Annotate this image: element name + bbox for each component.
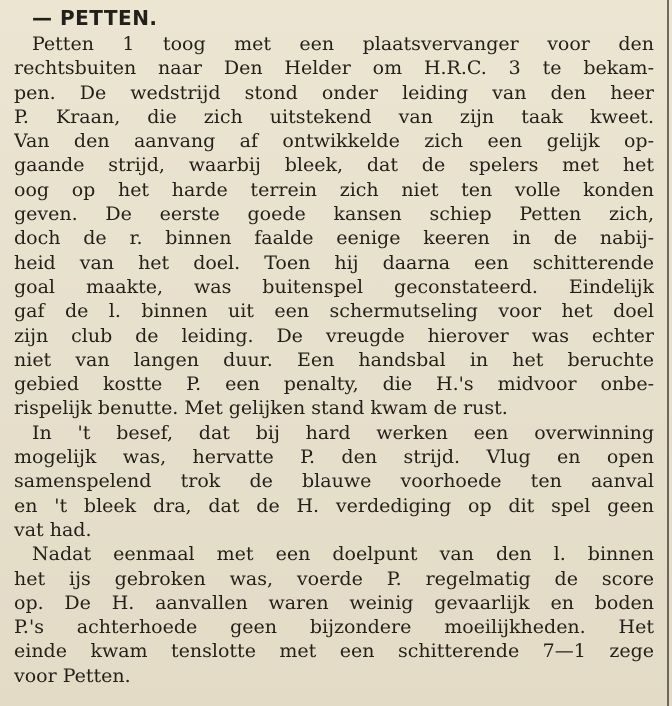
text-line: gaf de l. binnen uit een schermutseling voor het doel (14, 300, 654, 323)
text-line: vat had. (14, 518, 92, 541)
text-line: heid van het doel. Toen hij daarna een schitterende (14, 251, 654, 274)
text-line: Petten 1 toog met een plaatsvervanger voor den (32, 33, 654, 55)
article-headline: — PETTEN. (32, 6, 158, 30)
text-line: einde kwam tenslotte met een schitterende 7—1 zege (14, 640, 654, 663)
text-line: In 't besef, dat bij hard werken een overwinning (32, 421, 654, 444)
text-line: het ijs gebroken was, voerde P. regelmatig de score (14, 567, 654, 590)
column-rule (667, 0, 669, 706)
text-line: mogelijk was, hervatte P. den strijd. Vlug en open (14, 446, 654, 469)
text-line: rechtsbuiten naar Den Helder om H.R.C. 3 te bekam- (14, 57, 654, 80)
text-line: zijn club de leiding. De vreugde hierover was echter (14, 324, 654, 347)
text-line: oog op het harde terrein zich niet ten volle konden (14, 178, 654, 201)
text-line: P.'s achterhoede geen bijzondere moeilijkheden. Het (14, 616, 654, 639)
paragraph-3 (14, 542, 654, 688)
text-line: geven. De eerste goede kansen schiep Petten zich, (14, 203, 654, 226)
text-line: pen. De wedstrijd stond onder leiding van den heer (14, 81, 654, 104)
paragraph-2 (14, 421, 654, 542)
article (14, 6, 654, 688)
text-line: samenspelend trok de blauwe voorhoede ten aanval (14, 470, 654, 493)
paragraph-1 (14, 32, 654, 421)
text-line: gaande strijd, waarbij bleek, dat de spelers met het (14, 154, 654, 177)
text-line: Nadat eenmaal met een doelpunt van den l. binnen (32, 543, 654, 566)
text-line: rispelijk benutte. Met gelijken stand kwam de rust. (14, 397, 508, 420)
text-line: Van den aanvang af ontwikkelde zich een gelijk op- (14, 130, 654, 153)
text-line: goal maakte, was buitenspel geconstateerd. Eindelijk (14, 275, 654, 298)
text-line: op. De H. aanvallen waren weinig gevaarlijk en boden (14, 591, 654, 614)
text-line: niet van langen duur. Een handsbal in het beruchte (14, 348, 654, 371)
text-line: en 't bleek dra, dat de H. verdediging op dit spel geen (14, 494, 654, 517)
text-line: P. Kraan, die zich uitstekend van zijn taak kweet. (14, 105, 654, 128)
text-line: gebied kostte P. een penalty, die H.'s midvoor onbe- (14, 373, 654, 396)
text-line: doch de r. binnen faalde eenige keeren in de nabij- (14, 227, 654, 250)
text-line: voor Petten. (14, 664, 131, 687)
